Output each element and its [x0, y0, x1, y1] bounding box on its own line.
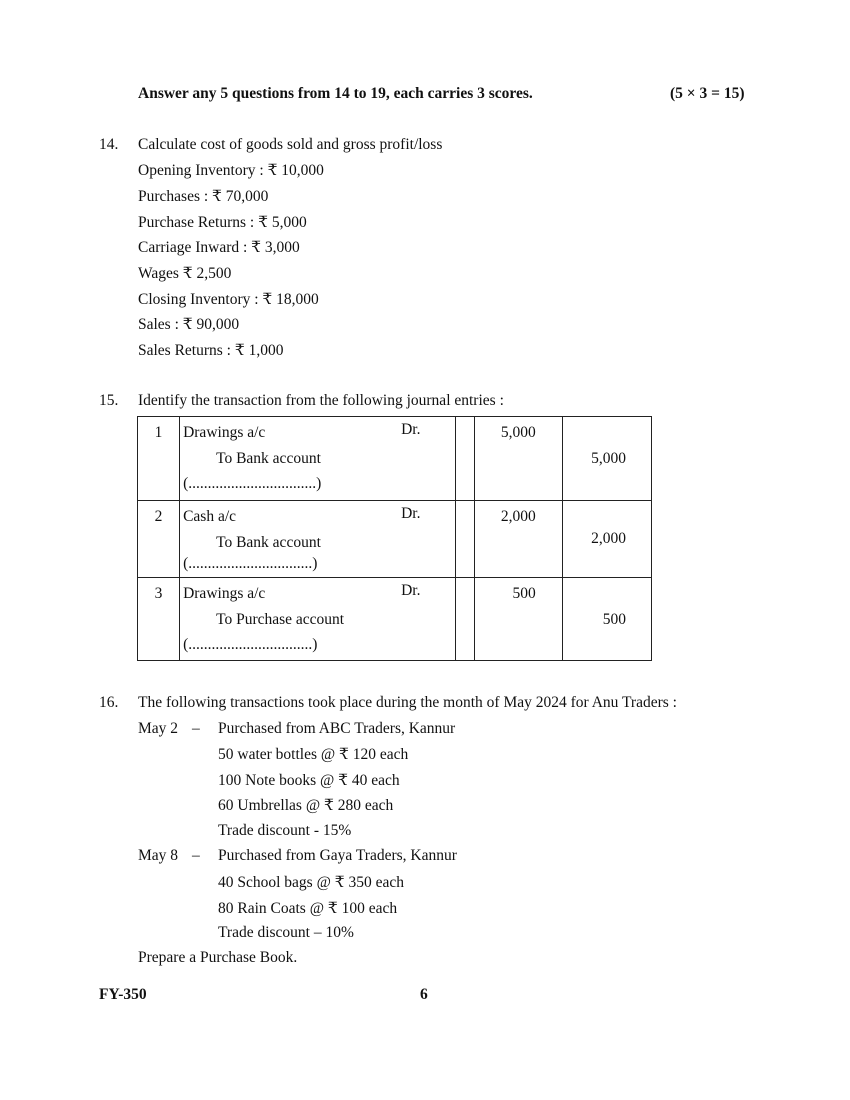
q14-number: 14. [99, 136, 119, 153]
narration-blank: (................................) [183, 555, 318, 572]
q14-item-purchase-returns: Purchase Returns : ₹ 5,000 [138, 214, 307, 231]
q14-item-sales: Sales : ₹ 90,000 [138, 316, 240, 333]
credit-amount: 5,000 [562, 417, 651, 501]
journal-row [138, 417, 652, 501]
ledger-folio [455, 417, 474, 501]
q14-item-opening-inventory: Opening Inventory : ₹ 10,000 [138, 162, 324, 179]
dr-label: Dr. [401, 505, 421, 522]
entry-particulars [180, 578, 456, 661]
transaction-dash: – [192, 720, 200, 737]
transaction-line: 60 Umbrellas @ ₹ 280 each [218, 797, 394, 814]
transaction-line: 40 School bags @ ₹ 350 each [218, 874, 404, 891]
credit-amount: 2,000 [562, 501, 651, 578]
q14-item-sales-returns: Sales Returns : ₹ 1,000 [138, 342, 284, 359]
entry-particulars [180, 417, 456, 501]
debit-account: Drawings a/c [183, 424, 266, 441]
q14-item-closing-inventory: Closing Inventory : ₹ 18,000 [138, 291, 319, 308]
credit-account: To Bank account [216, 533, 321, 551]
narration-blank: (.................................) [183, 475, 322, 492]
debit-account: Drawings a/c [183, 585, 266, 602]
ledger-folio [455, 501, 474, 578]
q14-item-carriage-inward: Carriage Inward : ₹ 3,000 [138, 239, 300, 256]
transaction-date: May 8 [138, 847, 179, 864]
entry-number: 3 [138, 578, 180, 661]
paper-code: FY-350 [99, 986, 147, 1003]
credit-amount: 500 [562, 578, 651, 661]
q14-item-wages: Wages ₹ 2,500 [138, 265, 232, 282]
transaction-line: Trade discount - 15% [218, 822, 352, 839]
journal-row [138, 501, 652, 578]
credit-account: To Bank account [216, 449, 321, 467]
q16-closing-instruction: Prepare a Purchase Book. [138, 949, 298, 966]
debit-account: Cash a/c [183, 508, 237, 525]
journal-row [138, 578, 652, 661]
page-number: 6 [420, 986, 428, 1003]
q16-number: 16. [99, 694, 119, 711]
entry-number: 2 [138, 501, 180, 578]
entry-particulars [180, 501, 456, 578]
ledger-folio [455, 578, 474, 661]
q15-number: 15. [99, 392, 119, 409]
section-marks: (5 × 3 = 15) [670, 85, 745, 102]
section-instruction: Answer any 5 questions from 14 to 19, each carries 3 scores. [138, 85, 533, 102]
transaction-date: May 2 [138, 720, 179, 737]
debit-amount: 5,000 [474, 417, 562, 501]
transaction-line: 50 water bottles @ ₹ 120 each [218, 746, 409, 763]
journal-entries-table [137, 416, 652, 661]
q16-title: The following transactions took place during the month of May 2024 for Anu Traders : [138, 694, 677, 711]
transaction-heading: Purchased from ABC Traders, Kannur [218, 720, 456, 737]
entry-number: 1 [138, 417, 180, 501]
transaction-line: 80 Rain Coats @ ₹ 100 each [218, 900, 398, 917]
dr-label: Dr. [401, 582, 421, 599]
credit-account: To Purchase account [216, 610, 345, 628]
transaction-dash: – [192, 847, 200, 864]
debit-amount: 500 [474, 578, 562, 661]
dr-label: Dr. [401, 421, 421, 438]
transaction-line: Trade discount – 10% [218, 924, 354, 941]
q14-title: Calculate cost of goods sold and gross profit/loss [138, 136, 443, 153]
transaction-line: 100 Note books @ ₹ 40 each [218, 772, 400, 789]
transaction-heading: Purchased from Gaya Traders, Kannur [218, 847, 457, 864]
debit-amount: 2,000 [474, 501, 562, 578]
q14-item-purchases: Purchases : ₹ 70,000 [138, 188, 269, 205]
narration-blank: (................................) [183, 636, 318, 653]
q15-title: Identify the transaction from the following journal entries : [138, 392, 504, 409]
